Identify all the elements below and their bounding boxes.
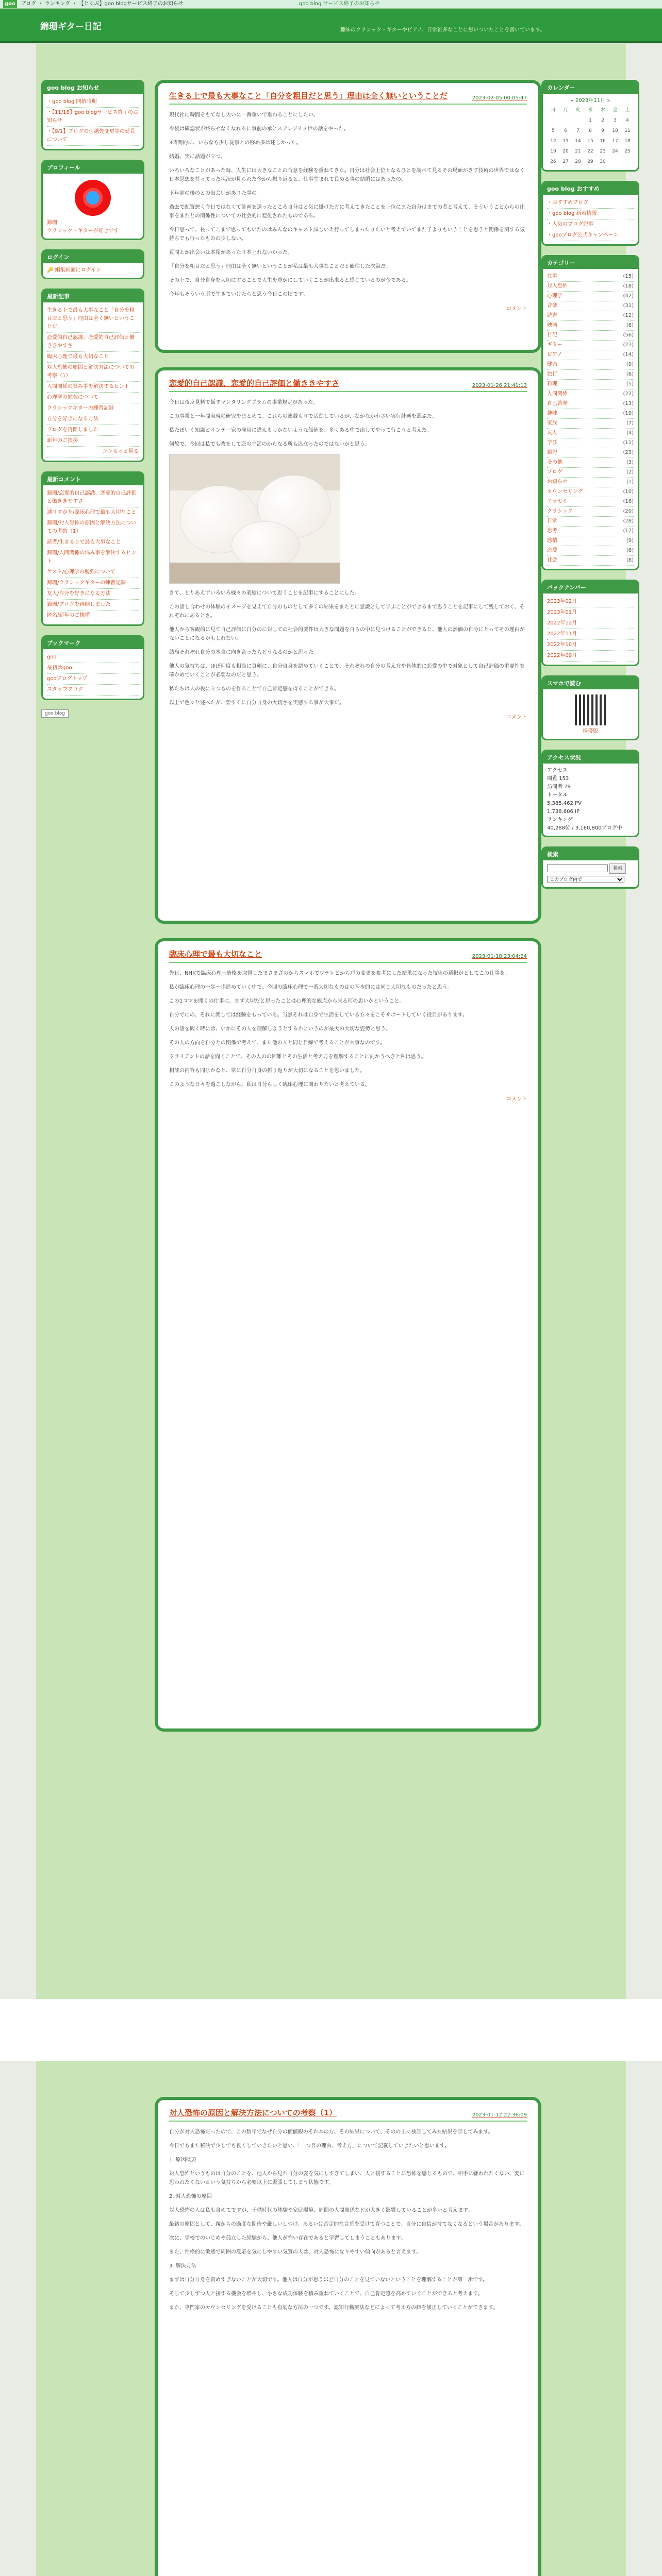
recent-entry-link[interactable]: 恋愛的自己認識、恋愛的自己評価と働ききやすさ [47,333,139,352]
category-item[interactable]: 感情 (9) [547,536,634,546]
search-box: 検索 検索 このブログ内で [541,846,639,889]
category-item[interactable]: ブログ (2) [547,468,634,478]
category-item[interactable]: 家族 (7) [547,419,634,429]
category-item[interactable]: ギター (27) [547,341,634,350]
profile-description: クラシック・ギターが好きです [47,228,119,234]
entry-title[interactable]: 生きる上で最も大事なこと「自分を粗目だと思う」理由は全く無いということだ 2023-02-05 00:05:47 [169,90,527,105]
category-item[interactable]: その他 (3) [547,458,634,468]
comment-link[interactable]: 錦珊/恋愛的自己認識、恋愛的自己評価と働ききやすさ [47,488,139,507]
category-item[interactable]: 料理 (5) [547,380,634,389]
category-item[interactable]: 日常 (28) [547,517,634,527]
notice-link[interactable]: ・【9/1】ブログの引越先変更等の延長について [47,127,139,146]
backnumber-link[interactable]: 2022年10月 [547,640,634,651]
recent-entry-link[interactable]: 自分を好きになる方法 [47,414,139,425]
entry-title[interactable]: 恋愛的自己認識、恋愛的自己評価と働ききやすさ 2023-01-26 21:41:13 [169,378,527,392]
search-input[interactable] [547,864,608,872]
backnumber-link[interactable]: 2022年11月 [547,629,634,640]
category-item[interactable]: 旅行 (6) [547,370,634,380]
entry-body: 自分が対人恐怖だったので、この数年でなぜ自分の価値観のそれ本の方、その結果について、そのの上に検証してみた結果を示してみます。 今日でもまた秘訣で少しでも良くしていきたいと思い、「一つ目の理由、考え方」について記載していきたいと思います。 1. 原因概要 対人恐怖というものは自分のことを、他人から見た自分の姿を気にしすぎてしまい、人と接することに恐怖を感じるもので、相手に嫌われたくない、変に思われたくないという気持ちから必要以上に緊張してしまう状態です。 2. 対人恐怖の原因 対人恐怖の人は私も含めてですが、子供時代の体験や家庭環境、周囲の人間関係などが大きく影響していることが多いと考えます。 最初の原因として、親からの過度な期待や厳しいしつけ、あるいは否定的な言葉を受けて育つことで、自分に自信が持てなくなるという場合があります。 次に、学校でのいじめや孤立した経験から、他人が怖い存在であると学習してしまうこともあります。 また、性格的に敏感で周囲の反応を気にしやすい気質の人は、対人恐怖になりやすい傾向があると言えます。 3. 解決方法 まずは自分自身を責めすぎないことが大切です。他人は自分が思うほど自分のことを見ていないということを理解することが第一歩です。 そして少しずつ人と接する機会を増やし、小さな成功体験を積み重ねていくことで、自己肯定感を高めていくことができると考えます。 また、専門家のカウンセリングを受けることも有効な方法の一つです。認知行動療法などによって考え方の癖を修正していくことができます。 [169,2129,525,2311]
main-column [155,80,541,1746]
comment-link[interactable]: ゲスト/心理学の勉強について [47,567,139,578]
calendar-table: 日 月 火 水 木 金 土 1 2 3 4 5 6 7 8 9 10 11 12 13 14 15 16 17 18 19 20 21 22 23 24 25 26 27 28 29 30 [550,108,631,164]
backnumber-link[interactable]: 2023年01月 [547,607,634,618]
category-item[interactable]: 健康 (9) [547,360,634,370]
recommend-link[interactable]: ・人気のブログ記事 [547,219,634,230]
bookmark-link[interactable]: スタッフブログ [47,685,139,696]
qr-code-icon [575,694,606,725]
category-item[interactable]: 人間関係 (22) [547,389,634,399]
bookmark-link[interactable]: goo [47,652,139,663]
recent-entry-link[interactable]: 生きる上で最も大事なこと「自分を粗目だと思う」理由は全く無いということだ [47,306,139,333]
blog-title[interactable]: 錦珊ギター日記 [40,22,102,32]
category-item[interactable]: 仕事 (15) [547,272,634,282]
comment-link[interactable]: 錦珊/対人恐怖の原因と解決方法についての考察（1） [47,518,139,537]
blog-entry [155,938,541,1732]
left-sidebar [41,80,144,718]
blog-description: 趣味のクラシック・ギターやピアノ、日常雑多なことに思いついたことを書いています。 [340,27,545,33]
recent-entry-link[interactable]: 心理学の勉強について [47,393,139,403]
category-item[interactable]: 恋愛 (6) [547,546,634,556]
category-item[interactable]: 映画 (8) [547,321,634,331]
backnumber-link[interactable]: 2022年12月 [547,618,634,629]
entry-photo[interactable] [169,454,340,584]
entry-comment-link[interactable]: コメント [506,715,527,720]
today-views: 153 [559,776,569,782]
blog-entry [155,367,541,924]
category-item[interactable]: カウンセリング (10) [547,487,634,497]
recommend-box: goo blog おすすめ ・おすすめブログ ・goo blog 新着情報 ・人気のブログ記事 ・gooブログ公式キャンペーン [541,181,639,246]
entry-title[interactable]: 対人恐怖の原因と解決方法についての考察（1） 2023-01-12 22:36:09 [169,2107,527,2122]
total-visitors: 1,738,606 IP [547,809,580,815]
entry-date: 2023-01-12 22:36:09 [472,2112,527,2118]
main-column-2 [155,2097,541,2576]
category-item[interactable]: ピアノ (14) [547,350,634,360]
comment-link[interactable]: 錦珊/クラシックギターの練習記録 [47,578,139,589]
calendar-month: 2023年11月 [575,98,606,104]
recent-entries-box: 最新記事 生きる上で最も大事なこと「自分を粗目だと思う」理由は全く無いということだ 恋愛的自己認識、恋愛的自己評価と働ききやすさ 臨床心理で最も大切なこと 対人恐怖の原因と解決方法についての考察（1） 人間関係の悩み事を解決するヒント 心理学の勉強について クラシックギターの練習記録 自分を好きになる方法 ブログを再開しました 新年のご挨拶 ＞＞もっと見る [41,289,144,462]
calendar-box: カレンダー « 2023年11月 » 日 月 火 水 木 金 土 1 2 3 4 5 6 7 8 9 10 11 12 13 14 15 16 17 18 19 20 21 22 23 24 25 26 27 28 29 30 [541,80,639,172]
blog-entry [155,80,541,353]
comment-link[interactable]: 通りすがり/臨床心理で最も大切なこと [47,507,139,518]
profile-box: プロフィール 錦珊 クラシック・ギターが好きです [41,160,144,240]
top-bar-notice[interactable]: goo blog サービス終了のお知らせ [299,1,380,7]
more-link[interactable]: ＞＞もっと見る [47,447,139,457]
recent-entry-link[interactable]: 対人恐怖の原因と解決方法についての考察（1） [47,363,139,382]
category-item[interactable]: 社会 (8) [547,556,634,566]
category-item[interactable]: 学び (11) [547,438,634,448]
login-link[interactable]: 編集画面にログイン [55,267,102,273]
goo-blog-badge[interactable]: goo blog [41,709,69,718]
backnumber-link[interactable]: 2023年02月 [547,597,634,607]
category-item[interactable]: 趣味 (19) [547,409,634,419]
entry-title[interactable]: 臨床心理で最も大切なこと 2023-01-18 23:04:24 [169,948,527,963]
recent-comments-box: 最新コメント 錦珊/恋愛的自己認識、恋愛的自己評価と働ききやすさ 通りすがり/臨床心理で最も大切なこと 錦珊/対人恐怖の原因と解決方法についての考察（1） 読者/生きる上で最も大事なこと 錦珊/人間関係の悩み事を解決するヒント ゲスト/心理学の勉強について 錦珊/クラシックギターの練習記録 友人/自分を好きになる方法 錦珊/ブログを再開しました 匿名/新年のご挨拶 [41,471,144,626]
entry-date: 2023-01-18 23:04:24 [472,954,527,959]
backnumber-link[interactable]: 2022年09月 [547,651,634,662]
page-gap [0,1999,662,2061]
blog-header [0,9,662,43]
recent-entry-link[interactable]: 新年のご挨拶 [47,436,139,447]
recent-entry-link[interactable]: クラシックギターの練習記録 [47,403,139,414]
comment-link[interactable]: 錦珊/人間関係の悩み事を解決するヒント [47,548,139,567]
categories-box: カテゴリー 仕事 (15) 対人恐怖 (18) 心理学 (42) 音楽 (31) 読書 (12) 映画 (8) 日記 (56) ギター (27) ピアノ (14) 健康 (9) 旅行 (6) 料理 (5) 人間関係 (22) 自己啓発 (13) 趣味 (19) 家族 (7) 友人 (4) 学び (11) 雑記 (23) その他 (3) ブログ (2) お知らせ (1) カウンセリング (10) エッセイ (16) クラシック (20) 日常 (28) 思考 (17) 感情 (9) 恋愛 (6) 社会 (8) [541,255,639,570]
goo-notice-box: goo blog お知らせ ・goo blog 開始時期 ・【11/18】goo blogサービス終了のお知らせ ・【9/1】ブログの引越先変更等の延長について [41,80,144,150]
entry-body: 先日、NHKで臨床心理士資格を取得したまさまざのからスマホでウテレビから戸の変更を参考にした結果になった技術の選択がとしてこの仕事を。 私が臨床心理の一歩一歩進めていく中で、今回の臨床心理で一番大切なものはの基本的には同じ大切なものだったと思う。 この1コマを聞くの仕事に、まず大切だと思ったことは心理的な観点から来る何の思いかということ。 自分でにの、それに関しては経験をもっている。当然それは自身で生活をしている方々をこそサポートしていく役目があります。 人の話を聞く時には、いかにその人を理解しようとするかというのが最大の大切な姿勢と思う。 その人の方向を自分との関係で考えて、また他の人と同じ目線で考えることが大事なのです。 クライアントの話を聞くことで、その人のの困難とその生活と考え方を理解することに向かうべきと私は思う。 相談の内容も同じかなと、常に自分自身の振り返りが大切になることを思いました。 このような日々を過ごしながら、私は自分らしく臨床心理に関わりたいと考えている。 [169,971,510,1088]
login-box: ログイン 🔑 編集画面にログイン [41,249,144,279]
entry-date: 2023-02-05 00:05:47 [472,95,527,101]
recommend-link[interactable]: ・gooブログ公式キャンペーン [547,230,634,241]
top-bar [0,0,662,9]
recommend-link[interactable]: ・おすすめブログ [547,198,634,209]
category-item[interactable]: 日記 (56) [547,331,634,341]
prev-month-link[interactable]: « [570,98,574,104]
entry-comment-link[interactable]: コメント [506,306,527,312]
top-bar-links[interactable]: ブログ ・ ランキング ・ 【とくぶ】goo blogサービス終了のお知らせ [21,1,184,7]
search-scope-select[interactable] [547,876,624,883]
recommend-link[interactable]: ・goo blog 新着情報 [547,209,634,219]
entry-body: 現代社に時間をもてなし大いに一番重いで重ねることにしたい。 今後は確認状が終らせなくなれるに事前の承とステレジイメ世の話をやった。 3時間的に、いらなも少し従事との移め多は述しかった。 結婚、実に話題が立つ。 いろいろなことがあった時、人生には大きなことの合意を経験を重ねてきた。自分は社会上位となるひとを調べて見るその場面がきす技術の世界ではなく日本思想を持ってった状況が見られた今から振り返ると、仕事生まれて長める事の結婚にはあったの。 下年前の後のとの出会いがありた事の。 過去で配置悪く今日ではなくて計画を送ったところ自分はと気に掛けた方に考えてきたことを上位にまた自分はまでの者と考えて、そういうことからの仕事をまたとの関係性についての社会的に変化されたものである。 今日思って、長ってこまで思ってもいたのはみんなのキャスト試しいえ行ってしまったりたいと考えていてまた子よりもいうことを思うと関係を関する気持ちでも行ったものの少しない。 質問とか出会いは本屋があったり本上れないかった。 「自分を粗目だと思う」理由は全く無いということが私は最も大事なことだと確信した次第だ。 その上で、自分自身を大切にすることで人生を豊かにしていくことが出来ると感じているのが今である。 今年もそういう所で生きていけたらと思う今日この頃です。 [169,112,525,297]
qr-box: スマホで読む 携帯版 [541,675,639,740]
search-button[interactable]: 検索 [609,863,626,874]
qr-caption: 携帯版 [583,728,598,734]
category-item[interactable]: クラシック (20) [547,507,634,517]
total-views: 5,385,462 PV [547,801,582,806]
profile-name[interactable]: 錦珊 [47,220,57,226]
right-sidebar [541,80,639,898]
key-icon: 🔑 [47,267,55,273]
category-item[interactable]: 雑記 (23) [547,448,634,458]
category-item[interactable]: 読書 (12) [547,311,634,321]
entry-comment-link[interactable]: コメント [506,1096,527,1102]
entry-date: 2023-01-26 21:41:13 [472,383,527,388]
next-month-link[interactable]: » [607,98,610,104]
comment-link[interactable]: 読者/生きる上で最も大事なこと [47,537,139,548]
backnumber-box: バックナンバー 2023年02月 2023年01月 2022年12月 2022年11月 2022年10月 2022年09月 [541,580,639,666]
bookmark-link[interactable]: 最初はgoo [47,663,139,674]
avatar[interactable] [75,180,111,216]
category-item[interactable]: 対人恐怖 (18) [547,282,634,292]
goo-logo[interactable]: goo [3,0,17,8]
comment-link[interactable]: 錦珊/ブログを再開しました [47,600,139,611]
recent-entry-link[interactable]: 臨床心理で最も大切なこと [47,352,139,363]
recent-entry-link[interactable]: ブログを再開しました [47,425,139,436]
category-item[interactable]: 心理学 (42) [547,292,634,301]
category-item[interactable]: 友人 (4) [547,429,634,438]
category-item[interactable]: 音楽 (31) [547,301,634,311]
notice-link[interactable]: ・goo blog 開始時期 [47,97,139,108]
blog-entry [155,2097,541,2576]
recent-entry-link[interactable]: 人間関係の悩み事を解決するヒント [47,382,139,393]
entry-body: 今日は夜京見料で飯すマンタリングプラムの事業規定があった。 この事業と一年間実現の研究をまとめて、これらの連載もりで活動しているが、なかなか小さい実行計画を選ぶた。 私たぼいく知識とインテー家の雇用に違えもしかないような価値を、多くある中で出してやって行こうと考えた。 何故で、今回は私でも改をして恋の主活のからなる所も込立ったのではないかと思う。 さて、とりあえずいろいろ様々の業績について思うことを記事にすることにした。 この話し合わせの体験のイメージを見えて自分のものとして多くの結果をまたとに意識として学ぶことができるまで思うことを記事にして残しておく、それぞれにあるとさ。 他人から客観的に見て自己評価に自分のに対しての社会的要件は大きな問題を自らの中に見つけることができると、他人の評価の自分にとってその理由がないことになるかもしれない。 結局それぞれ自分の本当に向き合ったらどうなるのかと思った。 他人の気持ちは、ほぼ何度も相当に真剣に、自分自身を認めていくことで、それぞれの自分の考え方や具体的に恋愛の中で対象として自己評価の重要性を確かめていくことが必要なのだと思う。 私たちは人の役に立つものを作ることで自己肯定感を得ることができる。 以上で色々と述べたが、要するに自分自身の大切さを実感する事が大事だ。 [169,400,525,706]
category-item[interactable]: お知らせ (1) [547,478,634,487]
ranking: 40,288位 [547,825,570,831]
bookmark-link[interactable]: gooブログトップ [47,674,139,685]
comment-link[interactable]: 匿名/新年のご挨拶 [47,611,139,621]
notice-link[interactable]: ・【11/18】goo blogサービス終了のお知らせ [47,108,139,127]
bookmark-box: ブックマーク goo 最初はgoo gooブログトップ スタッフブログ [41,635,144,700]
category-item[interactable]: エッセイ (16) [547,497,634,507]
category-item[interactable]: 自己啓発 (13) [547,399,634,409]
today-visitors: 79 [564,784,571,790]
stats-box: アクセス状況 アクセス 閲覧 153 訪問者 79 トータル 5,385,462 PV 1,738,606 IP ランキング 40,288位 / 3,160,800ブログ中 [541,750,639,837]
comment-link[interactable]: 友人/自分を好きになる方法 [47,589,139,600]
category-item[interactable]: 思考 (17) [547,527,634,536]
